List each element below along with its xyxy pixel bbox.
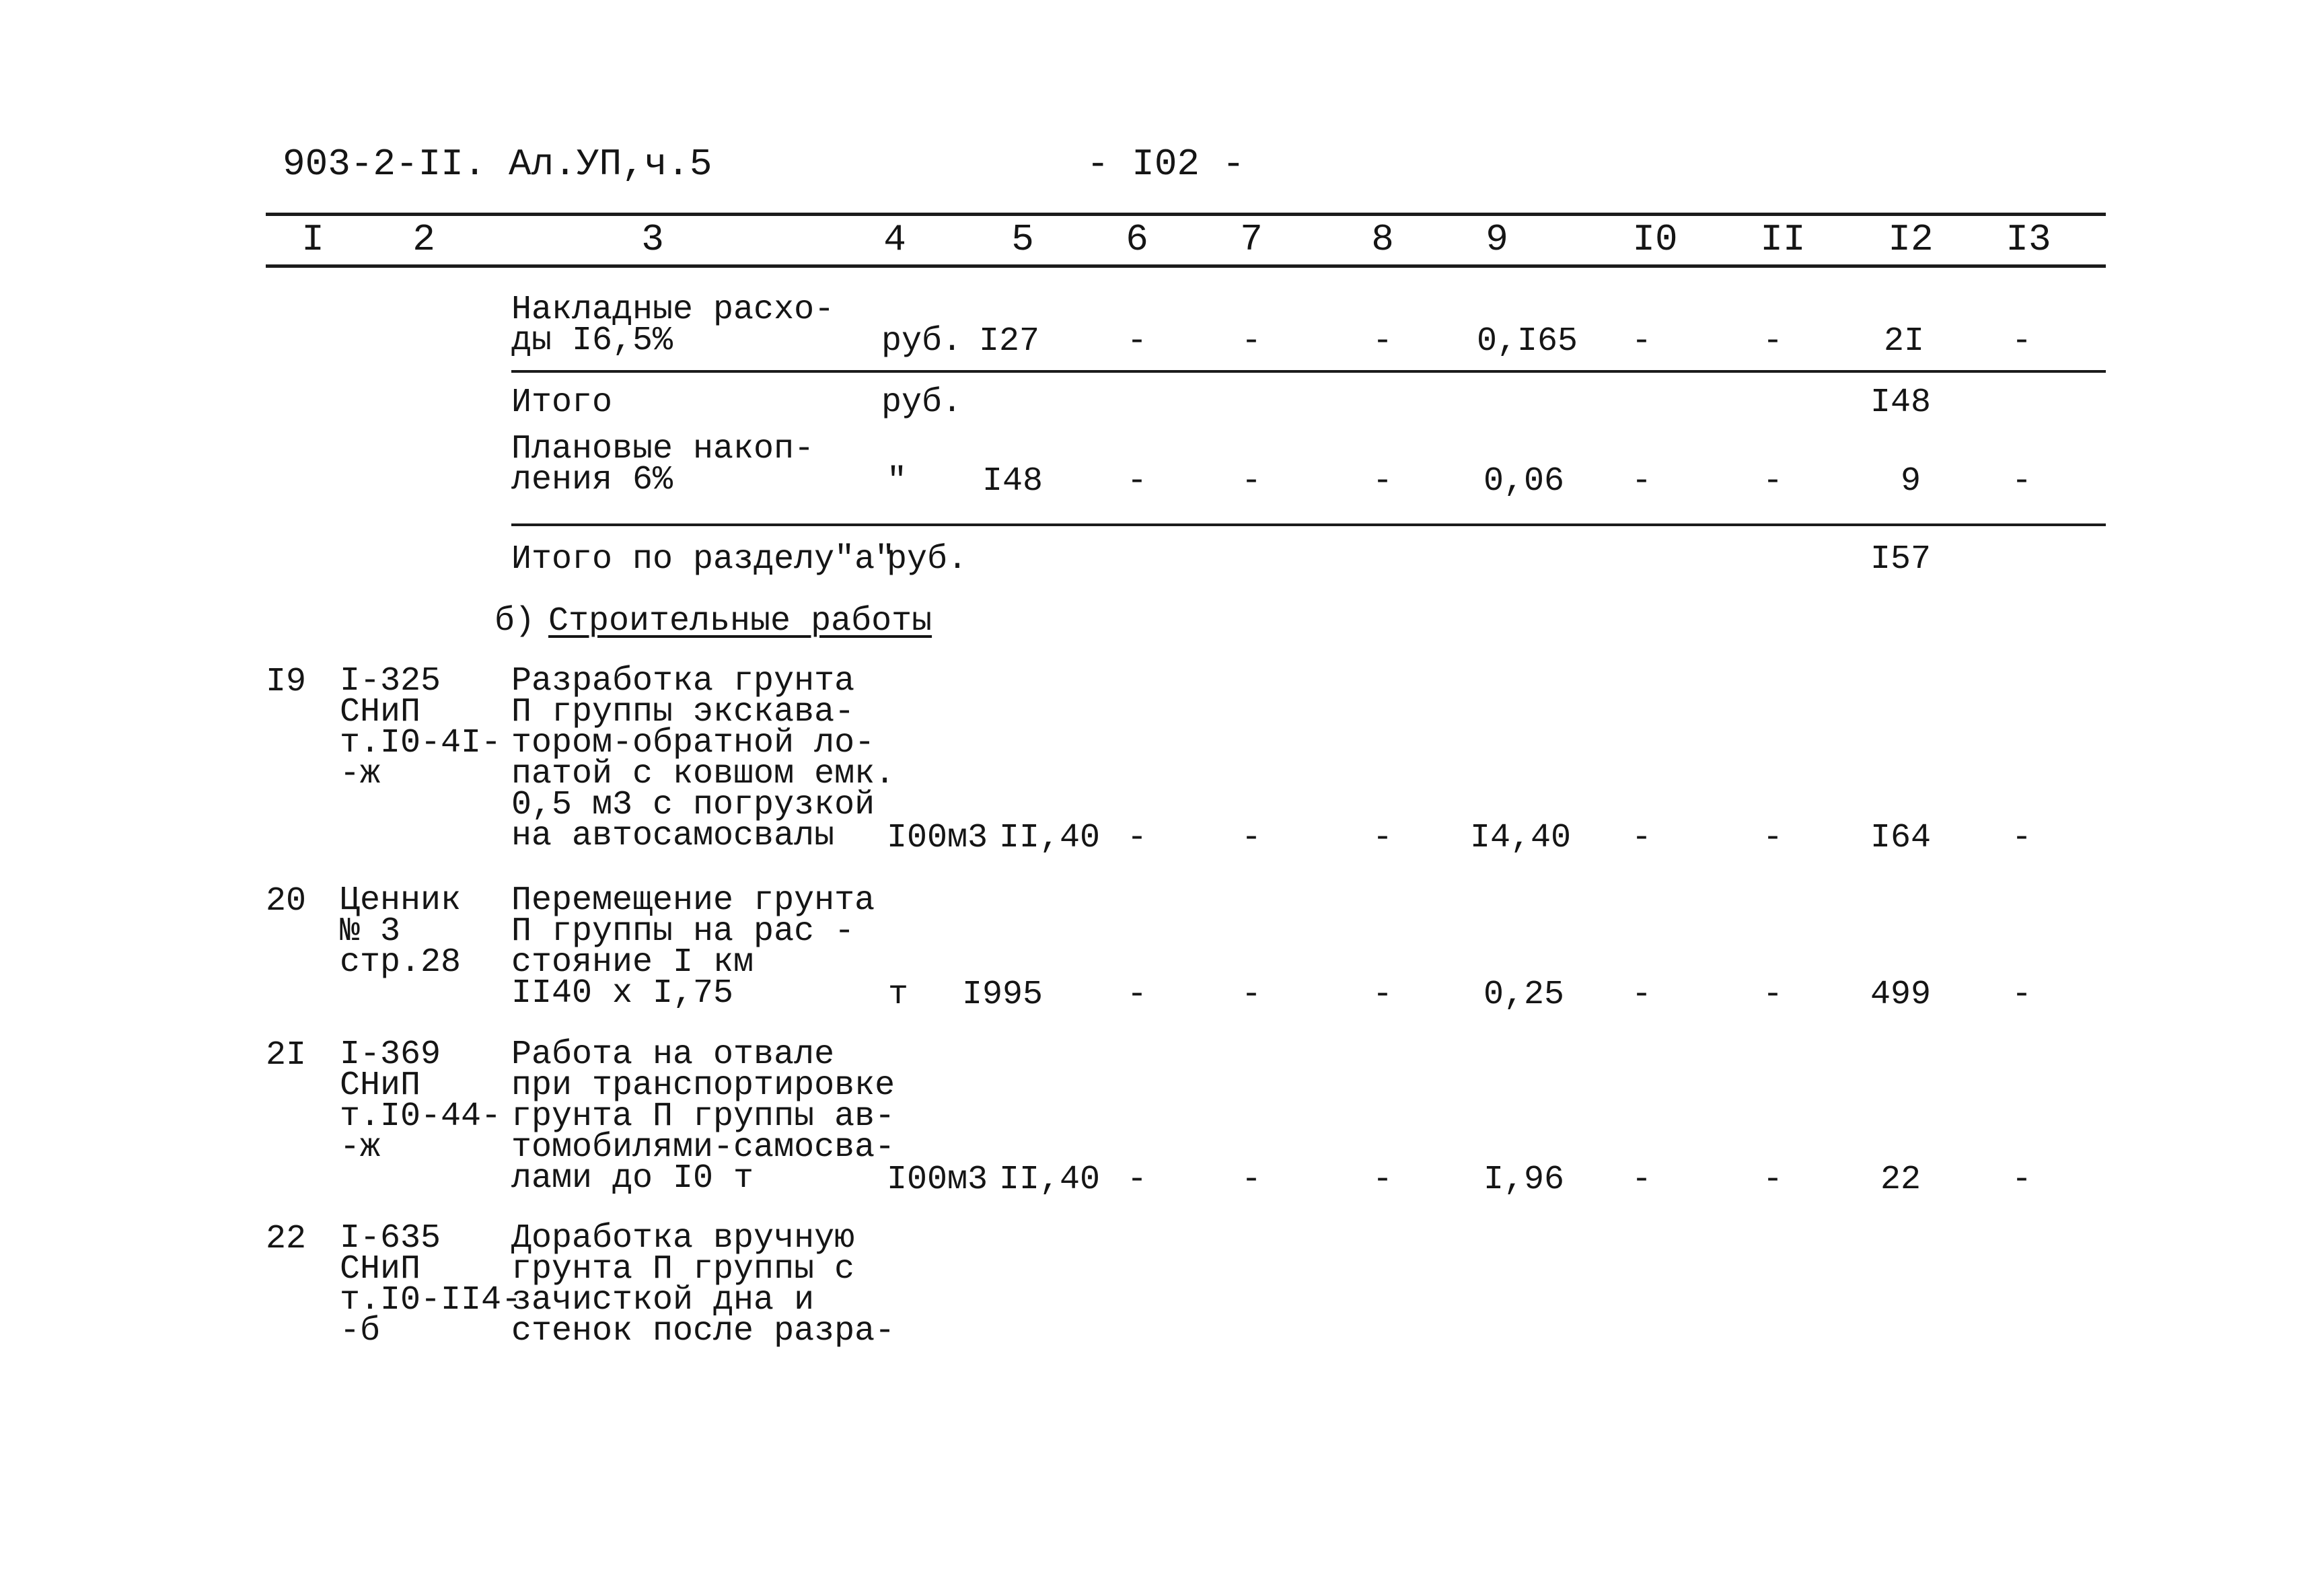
column-header-10: I0 bbox=[1632, 218, 1678, 261]
row-19-col10: - bbox=[1631, 819, 1652, 857]
overhead-col12: 2I bbox=[1883, 322, 1924, 361]
planned-savings-col8: - bbox=[1372, 462, 1393, 501]
row-19-col6: - bbox=[1126, 819, 1147, 857]
row-21-col7: - bbox=[1241, 1161, 1261, 1199]
row-19-col9: I4,40 bbox=[1470, 819, 1572, 857]
row-21-code: I-369 СНиП т.I0-44- -ж bbox=[340, 1036, 502, 1167]
section-b-prefix: б) bbox=[494, 602, 536, 641]
row-21-col10: - bbox=[1631, 1161, 1652, 1199]
row-21-col6: - bbox=[1126, 1161, 1147, 1199]
row-21-col12: 22 bbox=[1880, 1161, 1921, 1199]
planned-savings-col5: I48 bbox=[982, 462, 1043, 501]
subtotal-unit: руб. bbox=[881, 384, 963, 422]
row-21-col11: - bbox=[1762, 1161, 1783, 1199]
overhead-col9: 0,I65 bbox=[1477, 322, 1578, 361]
row-20-col8: - bbox=[1372, 976, 1393, 1014]
row-21-col13: - bbox=[2011, 1161, 2032, 1199]
subtotal-rule-2 bbox=[511, 523, 2106, 526]
section-a-total-col12: I57 bbox=[1870, 540, 1931, 579]
row-21-col8: - bbox=[1372, 1161, 1393, 1199]
row-19-col12: I64 bbox=[1870, 819, 1931, 857]
row-20-unit: т bbox=[888, 976, 909, 1014]
row-22-code: I-635 СНиП т.I0-II4- -б bbox=[340, 1219, 522, 1350]
row-19-col11: - bbox=[1762, 819, 1783, 857]
column-header-11: II bbox=[1760, 218, 1806, 261]
column-header-4: 4 bbox=[883, 218, 906, 261]
subtotal-label: Итого bbox=[511, 384, 613, 422]
column-header-12: I2 bbox=[1888, 218, 1934, 261]
subtotal-col12: I48 bbox=[1870, 384, 1931, 422]
column-header-1: I bbox=[301, 218, 324, 261]
row-21-description: Работа на отвале при транспортировке грунта П группы ав- томобилями-самосва- лами до I0 т bbox=[511, 1036, 895, 1198]
planned-savings-col13: - bbox=[2011, 462, 2032, 501]
row-19-unit: I00м3 bbox=[887, 819, 988, 857]
planned-savings-col6: - bbox=[1126, 462, 1147, 501]
overhead-col6: - bbox=[1126, 322, 1147, 361]
row-20-col9: 0,25 bbox=[1483, 976, 1565, 1014]
planned-savings-col9: 0,06 bbox=[1483, 462, 1565, 501]
section-a-total-unit: руб. bbox=[887, 540, 968, 579]
planned-savings-unit: " bbox=[887, 462, 908, 501]
row-20-description: Перемещение грунта П группы на рас - стояние I км II40 х I,75 bbox=[511, 881, 875, 1013]
header-rule-top bbox=[266, 213, 2106, 216]
row-21-col9: I,96 bbox=[1483, 1161, 1565, 1199]
overhead-col10: - bbox=[1631, 322, 1652, 361]
overhead-col8: - bbox=[1372, 322, 1393, 361]
column-header-6: 6 bbox=[1126, 218, 1148, 261]
row-20-col6: - bbox=[1126, 976, 1147, 1014]
row-20-col5: I995 bbox=[962, 976, 1043, 1014]
row-19-code: I-325 СНиП т.I0-4I- -ж bbox=[340, 662, 502, 793]
row-20-col10: - bbox=[1631, 976, 1652, 1014]
row-19-col7: - bbox=[1241, 819, 1261, 857]
planned-savings-col11: - bbox=[1762, 462, 1783, 501]
planned-savings-col12: 9 bbox=[1900, 462, 1921, 501]
row-20-col11: - bbox=[1762, 976, 1783, 1014]
row-20-number: 20 bbox=[266, 882, 307, 920]
column-header-2: 2 bbox=[412, 218, 435, 261]
subtotal-rule-1 bbox=[511, 370, 2106, 373]
row-19-number: I9 bbox=[266, 663, 307, 701]
column-header-7: 7 bbox=[1240, 218, 1263, 261]
overhead-col13: - bbox=[2011, 322, 2032, 361]
row-22-number: 22 bbox=[266, 1220, 307, 1258]
planned-savings-col7: - bbox=[1241, 462, 1261, 501]
row-21-number: 2I bbox=[266, 1036, 307, 1075]
overhead-col11: - bbox=[1762, 322, 1783, 361]
overhead-col5: I27 bbox=[979, 322, 1040, 361]
planned-savings-description: Плановые накоп- ления 6% bbox=[511, 430, 815, 499]
row-21-col5: II,40 bbox=[999, 1161, 1101, 1199]
column-header-8: 8 bbox=[1371, 218, 1394, 261]
column-header-3: 3 bbox=[641, 218, 664, 261]
row-20-code: Ценник № 3 стр.28 bbox=[340, 881, 462, 982]
row-20-col13: - bbox=[2011, 976, 2032, 1014]
section-b-title: Строительные работы bbox=[548, 602, 932, 641]
header-rule-bottom bbox=[266, 264, 2106, 268]
overhead-description: Накладные расхо- ды I6,5% bbox=[511, 291, 835, 360]
row-19-col13: - bbox=[2011, 819, 2032, 857]
column-header-9: 9 bbox=[1486, 218, 1508, 261]
row-19-col8: - bbox=[1372, 819, 1393, 857]
row-19-col5: II,40 bbox=[999, 819, 1101, 857]
document-code: 903-2-II. Ал.УП,ч.5 bbox=[283, 143, 712, 186]
row-22-description: Доработка вручную грунта П группы с зачисткой дна и стенок после разра- bbox=[511, 1219, 895, 1350]
row-21-unit: I00м3 bbox=[887, 1161, 988, 1199]
column-header-13: I3 bbox=[2006, 218, 2051, 261]
row-19-description: Разработка грунта П группы экскава- тором-обратной ло- патой с ковшом емк. 0,5 м3 с погрузкой на автосамосвалы bbox=[511, 662, 895, 855]
page-number: - I02 - bbox=[1087, 143, 1245, 186]
overhead-col7: - bbox=[1241, 322, 1261, 361]
planned-savings-col10: - bbox=[1631, 462, 1652, 501]
section-a-total-label: Итого по разделу"а" bbox=[511, 540, 895, 579]
column-header-5: 5 bbox=[1011, 218, 1034, 261]
row-20-col12: 499 bbox=[1870, 976, 1931, 1014]
row-20-col7: - bbox=[1241, 976, 1261, 1014]
overhead-unit: руб. bbox=[881, 322, 963, 361]
